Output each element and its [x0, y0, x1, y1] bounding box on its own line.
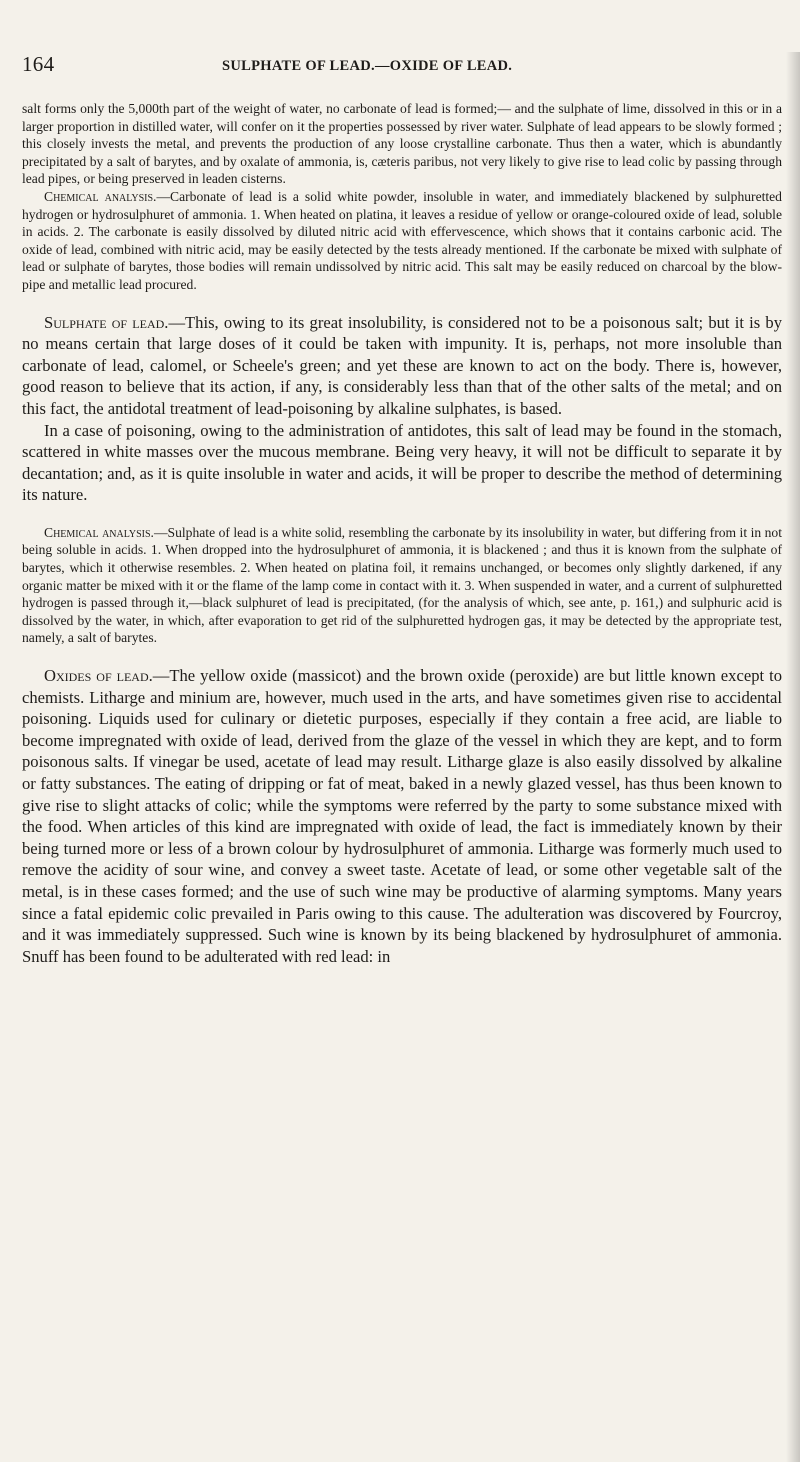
paragraph-oxides-of-lead — [22, 665, 782, 967]
paragraph-text: —Sulphate of lead is a white solid, resembling the carbonate by its insolubility in water, but differing from it in not being soluble in acids. 1. When dropped into the hydrosulphuret of ammonia, it is blackened ; and thus it is known from the sulphate of barytes, which it otherwise resembles. 2. When heated on platina foil, it remains unchanged, or becomes only slightly darkened, if any organic matter be mixed with it or the flame of the lamp come in contact with it. 3. When suspended in water, and a current of sulphuretted hydrogen is passed through it,—black sulphuret of lead is precipitated, (for the analysis of which, see ante, p. 161,) and sulphuric acid is dissolved by the water, in which, after evaporation to get rid of the sulphuretted hydrogen gas, it may be detected by the appropriate test, namely, a salt of barytes. — [22, 524, 782, 646]
section-heading: Sulphate of lead. — [44, 312, 169, 332]
page-number: 164 — [22, 52, 55, 76]
book-page — [0, 52, 800, 1462]
section-heading: Chemical analysis. — [44, 524, 154, 540]
section-heading: Chemical analysis. — [44, 188, 157, 204]
paragraph-sulphate-analysis — [22, 524, 782, 647]
section-heading: Oxides of lead. — [44, 666, 153, 686]
paragraph-sulphate-of-lead — [22, 312, 782, 420]
paragraph-carbonate-analysis — [22, 188, 782, 294]
running-title: SULPHATE OF LEAD.—OXIDE OF LEAD. — [222, 58, 513, 74]
paragraph-water-lead: salt forms only the 5,000th part of the weight of water, no carbonate of lead is formed;— and the sulphate of lime, dissolved in this or in a larger proportion in distilled water, will confer on it the properties possessed by river water. Sulphate of lead appears to be slowly formed ; this closely invests the metal, and prevents the production of any loose crystalline carbonate. Thus then a water, which is abundantly precipitated by a salt of barytes, and by oxalate of ammonia, is, cæteris paribus, not very likely to give rise to lead colic by passing through lead pipes, or being preserved in leaden cisterns. — [22, 101, 782, 187]
paragraph-text: —The yellow oxide (massicot) and the brown oxide (peroxide) are but little known except to chemists. Litharge and minium are, however, much used in the arts, and have sometimes given rise to accidental poisoning. Liquids used for culinary or dietetic purposes, especially if they contain a free acid, are liable to become impregnated with oxide of lead, derived from the glaze of the vessel in which they are kept, and to form poisonous salts. If vinegar be used, acetate of lead may result. Litharge glaze is also easily dissolved by alkaline or fatty substances. The eating of dripping or fat of meat, baked in a newly glazed vessel, has thus been known to give rise to slight attacks of colic; while the symptoms were referred by the party to some substance mixed with the food. When articles of this kind are impregnated with oxide of lead, the fact is immediately known by their being turned more or less of a brown colour by hydrosulphuret of ammonia. Litharge was formerly much used to remove the acidity of sour wine, and convey a sweet taste. Acetate of lead, or some other vegetable salt of the metal, is in these cases formed; and the use of such wine may be productive of alarming symptoms. Many years since a fatal epidemic colic prevailed in Paris owing to this cause. The adulteration was discovered by Fourcroy, and it was immediately suppressed. Such wine is known by its being blackened by hydrosulphuret of ammonia. Snuff has been found to be adulterated with red lead: in — [22, 666, 783, 966]
paragraph-text: —Carbonate of lead is a solid white powder, insoluble in water, and immediately blackened by sulphuretted hydrogen or hydrosulphuret of ammonia. 1. When heated on platina, it leaves a residue of yellow or orange-coloured oxide of lead, soluble in acids. 2. The carbonate is easily dissolved by diluted nitric acid with effervescence, which shows that it contains carbonic acid. The oxide of lead, combined with nitric acid, may be easily detected by the tests already mentioned. If the carbonate be mixed with sulphate of lead or sulphate of barytes, those bodies will remain undissolved by nitric acid. This salt may be easily reduced on charcoal by the blow-pipe and metallic lead procured. — [22, 188, 782, 292]
page-edge-shadow — [786, 52, 800, 1462]
paragraph-poisoning-case: In a case of poisoning, owing to the administration of antidotes, this salt of lead may be found in the stomach, scattered in white masses over the mucous membrane. Being very heavy, it will not be difficult to separate it by decantation; and, as it is quite insoluble in water and acids, it will be proper to describe the method of determining its nature. — [22, 420, 782, 505]
running-head — [22, 52, 782, 80]
paragraph-text: —This, owing to its great insolubility, is considered not to be a poisonous salt; but it is by no means certain that large doses of it could be taken with impunity. It is, perhaps, not more insoluble than carbonate of lead, calomel, or Scheele's green; and yet these are known to act on the body. There is, however, good reason to believe that its action, if any, is considerably less than that of the other salts of the metal; and on this fact, the antidotal treatment of lead-poisoning by alkaline sulphates, is based. — [22, 312, 782, 418]
